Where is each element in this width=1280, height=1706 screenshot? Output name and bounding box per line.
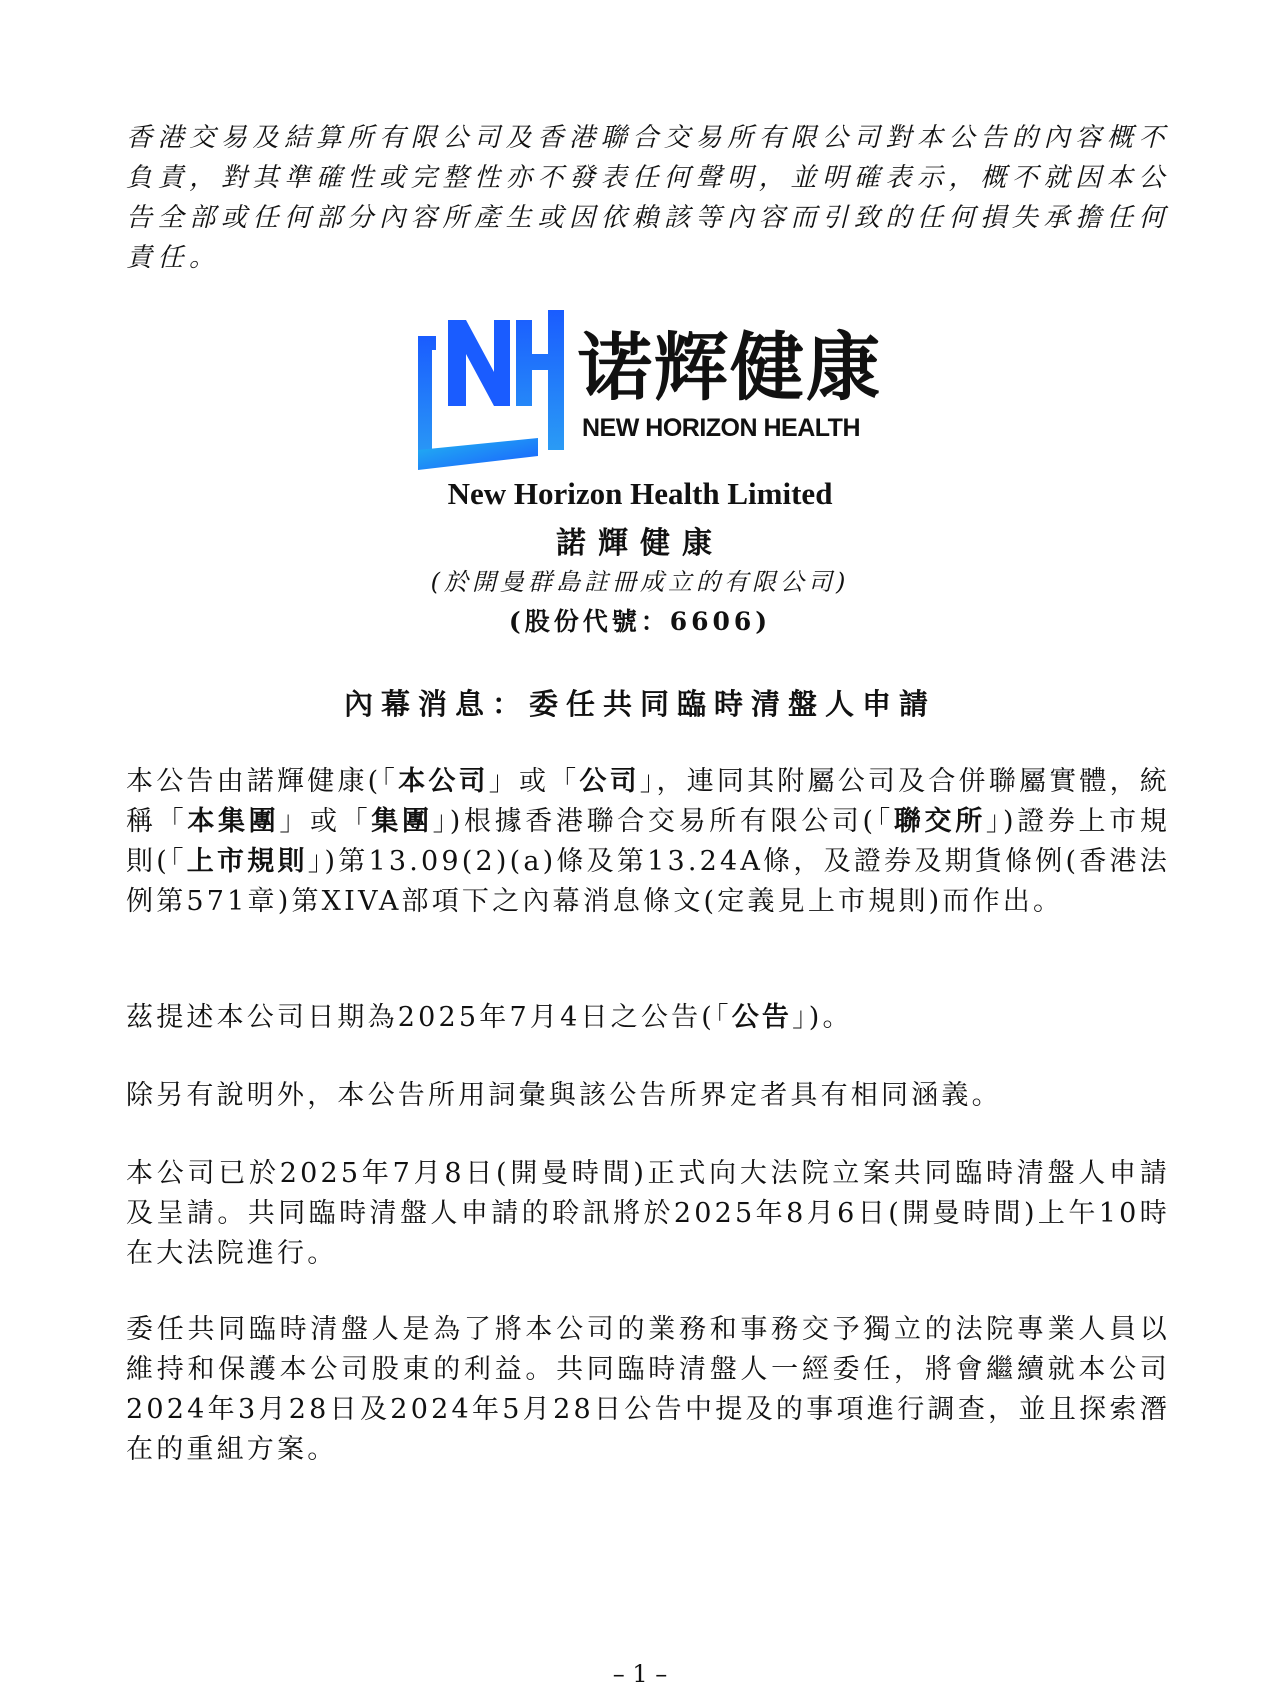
text-run: 」)。	[792, 1002, 853, 1033]
defined-term: 聯交所	[893, 806, 986, 837]
text-run: 」或「	[488, 766, 580, 797]
defined-term: 上市規則	[186, 846, 308, 877]
defined-term: 公告	[731, 1002, 793, 1033]
incorporation-note: (於開曼群島註冊成立的有限公司)	[430, 568, 850, 596]
text-run: 」)第13.09(2)(a)條及第13.24A條，及證券及期貨條例(香港法例第571章)第XIVA部項下之內幕消息條文(定義見上市規則)而作出。	[126, 846, 1170, 917]
paragraph-petition: 本公司已於2025年7月8日(開曼時間)正式向大法院立案共同臨時清盤人申請及呈請。共同臨時清盤人申請的聆訊將於2025年8月6日(開曼時間)上午10時在大法院進行。	[126, 1158, 1170, 1269]
text-run: 本公告由諾輝健康(「	[126, 766, 399, 797]
text-run: 茲提述本公司日期為2025年7月4日之公告(「	[126, 1002, 732, 1033]
company-name-english: New Horizon Health Limited	[447, 476, 833, 511]
paragraph-definitions: 除另有說明外，本公告所用詞彙與該公告所界定者具有相同涵義。	[126, 1080, 1002, 1111]
nh-logo-icon	[418, 310, 568, 474]
defined-term: 集團	[371, 806, 433, 837]
company-name-chinese: 諾輝健康	[556, 526, 724, 561]
defined-term: 本集團	[187, 806, 280, 837]
defined-term: 本公司	[398, 766, 489, 797]
paragraph-reference	[126, 998, 1170, 1038]
paragraph-appointment-purpose: 委任共同臨時清盤人是為了將本公司的業務和事務交予獨立的法院專業人員以維持和保護本公司股東的利益。共同臨時清盤人一經委任，將會繼續就本公司2024年3月28日及2024年5月28日公告中提及的事項進行調查，並且探索潛在的重組方案。	[126, 1314, 1170, 1465]
announcement-title: 內幕消息：委任共同臨時清盤人申請	[343, 687, 936, 721]
stock-code: (股份代號：6606)	[508, 607, 772, 636]
disclaimer-text: 香港交易及結算所有限公司及香港聯合交易所有限公司對本公告的內容概不負責，對其準確性或完整性亦不發表任何聲明，並明確表示，概不就因本公告全部或任何部分內容所產生或因依賴該等內容而引致的任何損失承擔任何責任。	[126, 123, 1170, 273]
paragraph-introduction	[126, 762, 1170, 922]
logo-chinese-name: 诺辉健康	[578, 325, 882, 411]
text-run: 」)根據香港聯合交易所有限公司(「	[432, 806, 894, 837]
page-number: – 1 –	[612, 1660, 668, 1688]
defined-term: 公司	[579, 766, 640, 797]
logo-english-name: NEW HORIZON HEALTH	[582, 414, 861, 442]
text-run: 」，連同其附屬公司及合併聯屬實體，統稱「	[126, 766, 1170, 837]
text-run: 」或「	[279, 806, 372, 837]
text-run: 」)證券上市規則(「	[126, 806, 1171, 877]
company-logo	[418, 310, 882, 474]
